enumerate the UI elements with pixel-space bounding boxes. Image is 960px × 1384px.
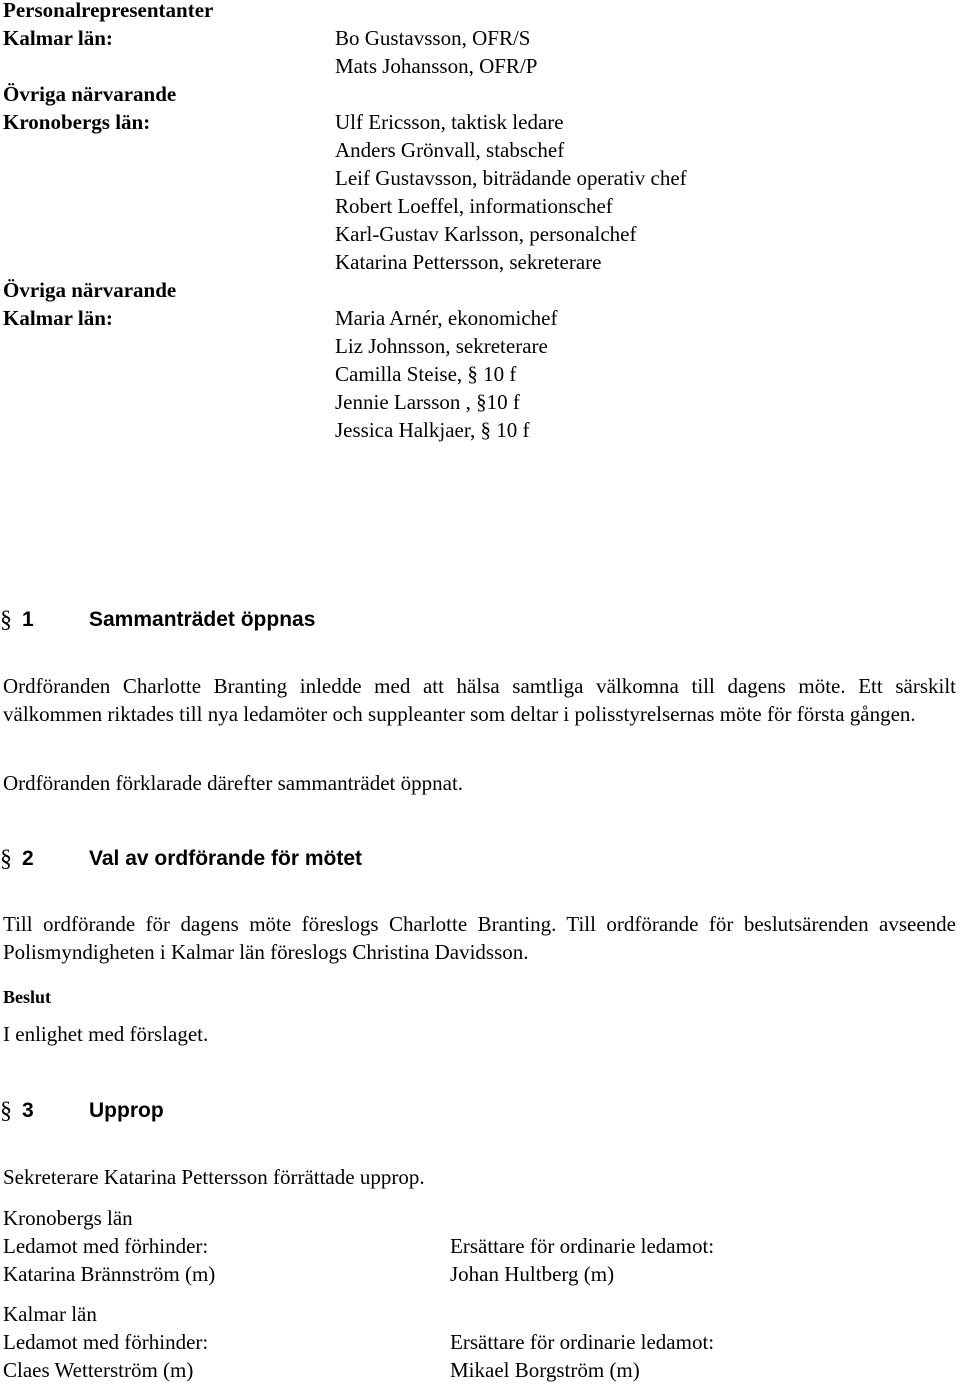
section-heading (0, 845, 960, 873)
section-symbol: § (0, 1098, 12, 1124)
substitute-name: Johan Hultberg (m) (450, 1262, 615, 1286)
section-symbol: § (0, 607, 12, 633)
absent-name: Katarina Brännström (m) (3, 1262, 216, 1286)
section-title: Sammanträdet öppnas (89, 608, 316, 631)
section-number: 1 (22, 608, 34, 631)
roll-call-county: Kronobergs län (3, 1206, 133, 1230)
section-number: 2 (22, 847, 34, 870)
attendee-name: Ulf Ericsson, taktisk ledare (335, 110, 564, 134)
paragraph: Ordföranden förklarade därefter sammanträdet öppnat. (3, 771, 464, 795)
attendee-name: Liz Johnsson, sekreterare (335, 334, 548, 358)
others-kronoberg-label-2: Kronobergs län: (3, 110, 151, 134)
attendee-name: Leif Gustavsson, biträdande operativ chef (335, 166, 687, 190)
section-title: Val av ordförande för mötet (89, 847, 363, 870)
attendee-name: Anders Grönvall, stabschef (335, 138, 565, 162)
decision-text: I enlighet med förslaget. (3, 1022, 209, 1046)
absent-name: Claes Wetterström (m) (3, 1358, 194, 1382)
others-kronoberg-label-1: Övriga närvarande (3, 82, 177, 106)
absent-label: Ledamot med förhinder: (3, 1330, 209, 1354)
representative-name: Bo Gustavsson, OFR/S (335, 26, 531, 50)
section-number: 3 (22, 1099, 34, 1122)
others-kalmar-label-1: Övriga närvarande (3, 278, 177, 302)
attendee-name: Jennie Larsson , §10 f (335, 390, 520, 414)
attendee-name: Jessica Halkjaer, § 10 f (335, 418, 530, 442)
paragraph: Sekreterare Katarina Pettersson förrättade upprop. (3, 1165, 425, 1189)
representatives-kalmar-label: Kalmar län: (3, 26, 113, 50)
attendee-name: Maria Arnér, ekonomichef (335, 306, 558, 330)
section-symbol: § (0, 846, 12, 872)
attendee-name: Karl-Gustav Karlsson, personalchef (335, 222, 637, 246)
paragraph: Till ordförande för dagens möte föreslogs Charlotte Branting. Till ordförande för beslutsärenden avseende Polismyndigheten i Kalmar län föreslogs Christina Davidsson. (3, 912, 956, 964)
substitute-label: Ersättare för ordinarie ledamot: (450, 1234, 715, 1258)
section-heading (0, 1097, 960, 1125)
decision-label: Beslut (3, 987, 52, 1007)
attendee-name: Camilla Steise, § 10 f (335, 362, 517, 386)
roll-call-county: Kalmar län (3, 1302, 97, 1326)
absent-label: Ledamot med förhinder: (3, 1234, 209, 1258)
paragraph: Ordföranden Charlotte Branting inledde med att hälsa samtliga välkomna till dagens möte. Ett särskilt välkommen riktades till nya ledamöter och suppleanter som deltar i polisstyrelsernas möte för första gången. (3, 674, 956, 726)
attendee-name: Katarina Pettersson, sekreterare (335, 250, 602, 274)
others-kalmar-label-2: Kalmar län: (3, 306, 113, 330)
substitute-name: Mikael Borgström (m) (450, 1358, 640, 1382)
attendee-name: Robert Loeffel, informationschef (335, 194, 613, 218)
representative-name: Mats Johansson, OFR/P (335, 54, 538, 78)
representatives-heading: Personalrepresentanter (3, 0, 214, 22)
substitute-label: Ersättare för ordinarie ledamot: (450, 1330, 715, 1354)
section-title: Upprop (89, 1099, 164, 1122)
section-heading (0, 606, 960, 634)
